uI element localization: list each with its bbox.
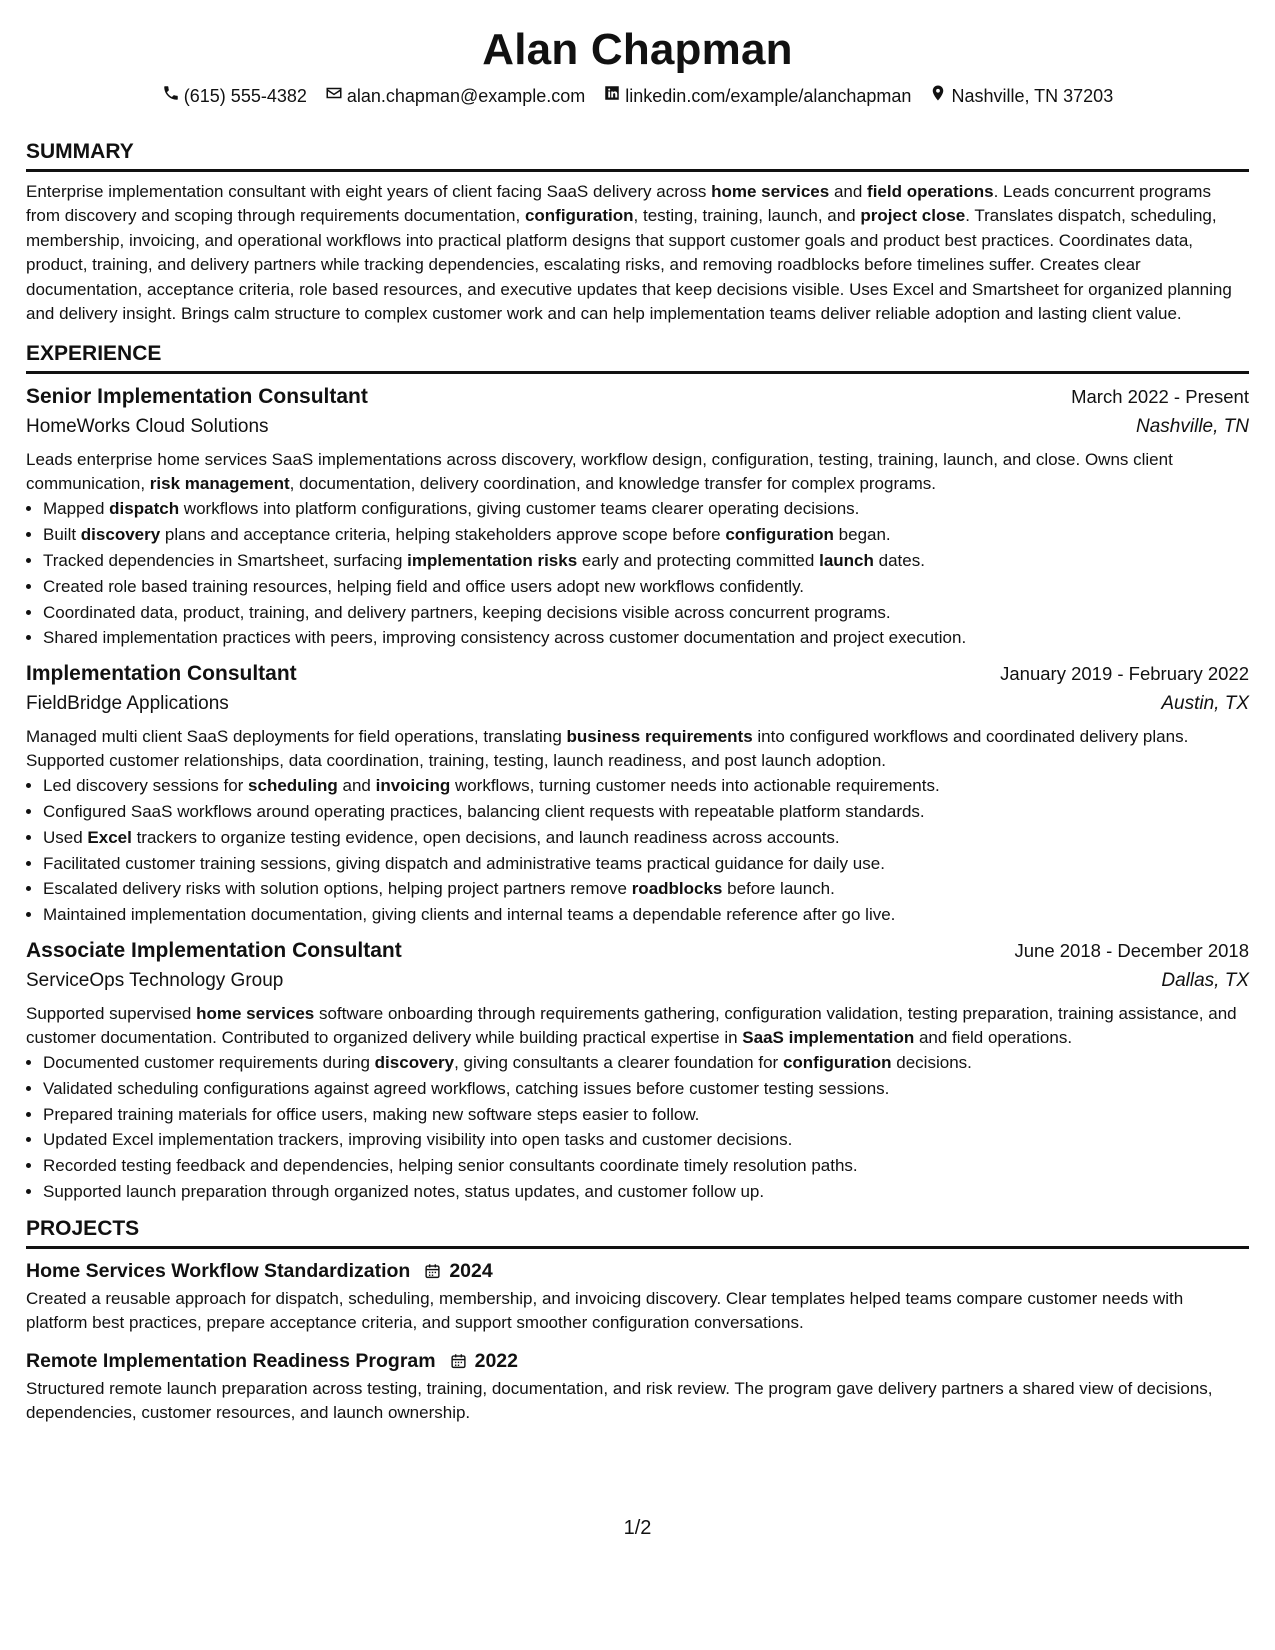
bold-keyword: project close: [860, 206, 966, 226]
contact-bar: [26, 84, 1249, 108]
list-item: • Documented customer requirements during discovery, giving consultants a clearer foundation for configuration decisions.: [43, 1050, 1249, 1076]
company-name: HomeWorks Cloud Solutions: [26, 416, 269, 438]
bold-keyword: configuration: [782, 1053, 892, 1072]
project-year: 2022: [474, 1349, 518, 1372]
job-bullets: [26, 496, 1249, 651]
job-subheader: [26, 966, 1249, 996]
bold-keyword: configuration: [524, 206, 634, 226]
job-header: [26, 382, 1249, 412]
project-description: Created a reusable approach for dispatch, scheduling, membership, and invoicing discovery. Clear templates helped teams compare customer needs with platform best practices, prepare acceptance criteria, and support smoother configuration conversations.: [26, 1288, 1184, 1332]
location-text: Nashville, TN 37203: [951, 86, 1114, 106]
job-entry: [26, 382, 1249, 651]
envelope-icon: [325, 84, 343, 108]
bold-keyword: scheduling: [248, 776, 338, 796]
company-name: FieldBridge Applications: [26, 693, 229, 715]
bold-keyword: business requirements: [566, 727, 753, 747]
list-item: • Shared implementation practices with peers, improving consistency across customer documentation and project execution.: [43, 625, 1249, 651]
section-divider: [26, 1246, 1249, 1249]
bold-keyword: dispatch: [109, 499, 180, 519]
summary-section: [26, 138, 1249, 326]
project-list: [26, 1257, 1249, 1425]
summary-text: Enterprise implementation consultant with eight years of client facing SaaS delivery across home services and field operations. Leads concurrent programs from discovery and scoping through requirements documentation, configuration, testing, training, launch, and project close. Translates dispatch, scheduling, membership, invoicing, and operational workflows into practical platform designs that support customer goals and product best practices. Coordinates data, product, training, and delivery partners while tracking dependencies, escalating risks, and removing roadblocks before timelines suffer. Creates clear documentation, acceptance criteria, role based resources, and executive updates that keep decisions visible. Uses Excel and Smartsheet for organized planning and delivery insight. Brings calm structure to complex customer work and can help implementation teams deliver reliable adoption and lasting client value.: [26, 182, 1232, 324]
contact-email[interactable]: [325, 84, 585, 108]
section-divider: [26, 371, 1249, 374]
project-year: 2024: [449, 1259, 493, 1282]
linkedin-link[interactable]: linkedin.com/example/alanchapman: [625, 86, 912, 106]
experience-section: [26, 340, 1249, 1204]
list-item: • Facilitated customer training sessions, giving dispatch and administrative teams practical guidance for daily use.: [43, 851, 1249, 877]
job-bullets: [26, 773, 1249, 928]
job-title: Senior Implementation Consultant: [26, 385, 368, 409]
bold-keyword: home services: [196, 1004, 315, 1023]
bold-keyword: invoicing: [375, 776, 451, 796]
bold-keyword: launch: [819, 551, 874, 571]
contact-phone: [162, 84, 307, 108]
project-entry: [26, 1347, 1249, 1425]
project-header: [26, 1257, 1249, 1285]
resume-page: [26, 0, 1249, 1425]
job-description: Supported supervised home services software onboarding through requirements gathering, configuration validation, testing preparation, training assistance, and customer documentation. Contributed to organized delivery while building practical expertise in SaaS implementation and field operations.: [26, 1004, 1237, 1047]
calendar-icon: [424, 1262, 441, 1280]
list-item: • Recorded testing feedback and dependencies, helping senior consultants coordinate timely resolution paths.: [43, 1153, 1249, 1179]
company-name: ServiceOps Technology Group: [26, 970, 284, 991]
list-item: • Led discovery sessions for scheduling and invoicing workflows, turning customer needs into actionable requirements.: [43, 773, 1249, 799]
bold-keyword: home services: [711, 182, 830, 201]
project-date: [424, 1257, 492, 1285]
bold-keyword: discovery: [374, 1053, 455, 1072]
projects-section: [26, 1215, 1249, 1425]
job-subheader: [26, 689, 1249, 719]
list-item: • Prepared training materials for office users, making new software steps easier to follow.: [43, 1102, 1249, 1128]
project-header: [26, 1347, 1249, 1375]
list-item: • Updated Excel implementation trackers, improving visibility into open tasks and customer decisions.: [43, 1127, 1249, 1153]
bold-keyword: roadblocks: [631, 879, 723, 899]
job-entry: [26, 936, 1249, 1205]
job-title: Implementation Consultant: [26, 662, 297, 686]
job-entry: [26, 659, 1249, 928]
list-item: • Maintained implementation documentation, giving clients and internal teams a dependable reference after go live.: [43, 902, 1249, 928]
job-subheader: [26, 412, 1249, 442]
bold-keyword: SaaS implementation: [742, 1028, 915, 1047]
job-location: Nashville, TN: [1136, 416, 1249, 438]
bold-keyword: discovery: [80, 525, 161, 545]
contact-location: [929, 84, 1113, 108]
job-dates: January 2019 - February 2022: [1000, 663, 1249, 685]
linkedin-icon: [603, 84, 621, 108]
map-pin-icon: [929, 84, 947, 108]
bold-keyword: implementation risks: [407, 551, 578, 571]
list-item: • Configured SaaS workflows around operating practices, balancing client requests with repeatable platform standards.: [43, 799, 1249, 825]
bold-keyword: Excel: [87, 827, 132, 847]
bold-keyword: configuration: [725, 525, 834, 545]
project-date: [450, 1347, 518, 1375]
job-location: Dallas, TX: [1161, 970, 1249, 991]
list-item: • Built discovery plans and acceptance criteria, helping stakeholders approve scope before configuration began.: [43, 522, 1249, 548]
job-header: [26, 936, 1249, 966]
job-description: Leads enterprise home services SaaS implementations across discovery, workflow design, configuration, testing, training, launch, and close. Owns client communication, risk management, documentation, delivery coordination, and knowledge transfer for complex programs.: [26, 450, 1173, 494]
calendar-icon: [450, 1352, 467, 1370]
email-link[interactable]: alan.chapman@example.com: [346, 86, 586, 106]
list-item: • Created role based training resources, helping field and office users adopt new workflows confidently.: [43, 574, 1249, 600]
list-item: • Coordinated data, product, training, and delivery partners, keeping decisions visible across concurrent programs.: [43, 600, 1249, 626]
job-dates: June 2018 - December 2018: [1014, 940, 1249, 961]
job-dates: March 2022 - Present: [1071, 386, 1249, 408]
list-item: • Used Excel trackers to organize testing evidence, open decisions, and launch readiness across accounts.: [43, 825, 1249, 851]
list-item: • Validated scheduling configurations against agreed workflows, catching issues before customer testing sessions.: [43, 1076, 1249, 1102]
job-list: [26, 382, 1249, 1204]
bold-keyword: field operations: [867, 182, 994, 201]
candidate-name: Alan Chapman: [482, 25, 793, 74]
job-title: Associate Implementation Consultant: [26, 939, 402, 962]
job-location: Austin, TX: [1161, 693, 1249, 715]
section-title-summary: SUMMARY: [26, 140, 134, 163]
job-description: Managed multi client SaaS deployments for field operations, translating business requirements into configured workflows and coordinated delivery plans. Supported customer relationships, data coordination, training, testing, launch readiness, and post launch adoption.: [26, 727, 1189, 771]
project-entry: [26, 1257, 1249, 1335]
list-item: • Mapped dispatch workflows into platform configurations, giving customer teams clearer operating decisions.: [43, 496, 1249, 522]
phone-text: (615) 555-4382: [183, 86, 307, 106]
job-bullets: [26, 1050, 1249, 1205]
bold-keyword: risk management: [149, 474, 290, 494]
project-title: Remote Implementation Readiness Program: [26, 1349, 436, 1372]
contact-linkedin[interactable]: [603, 84, 911, 108]
page-number: 1/2: [623, 1517, 652, 1539]
list-item: • Escalated delivery risks with solution options, helping project partners remove roadblocks before launch.: [43, 876, 1249, 902]
list-item: • Tracked dependencies in Smartsheet, surfacing implementation risks early and protecting committed launch dates.: [43, 548, 1249, 574]
list-item: • Supported launch preparation through organized notes, status updates, and customer follow up.: [43, 1179, 1249, 1205]
section-divider: [26, 169, 1249, 172]
project-title: Home Services Workflow Standardization: [26, 1259, 411, 1282]
section-title-projects: PROJECTS: [26, 1216, 140, 1240]
job-header: [26, 659, 1249, 689]
project-description: Structured remote launch preparation across testing, training, documentation, and risk review. The program gave delivery partners a shared view of decisions, dependencies, customer resources, and launch ownership.: [26, 1378, 1213, 1422]
phone-icon: [162, 84, 180, 108]
section-title-experience: EXPERIENCE: [26, 342, 162, 366]
